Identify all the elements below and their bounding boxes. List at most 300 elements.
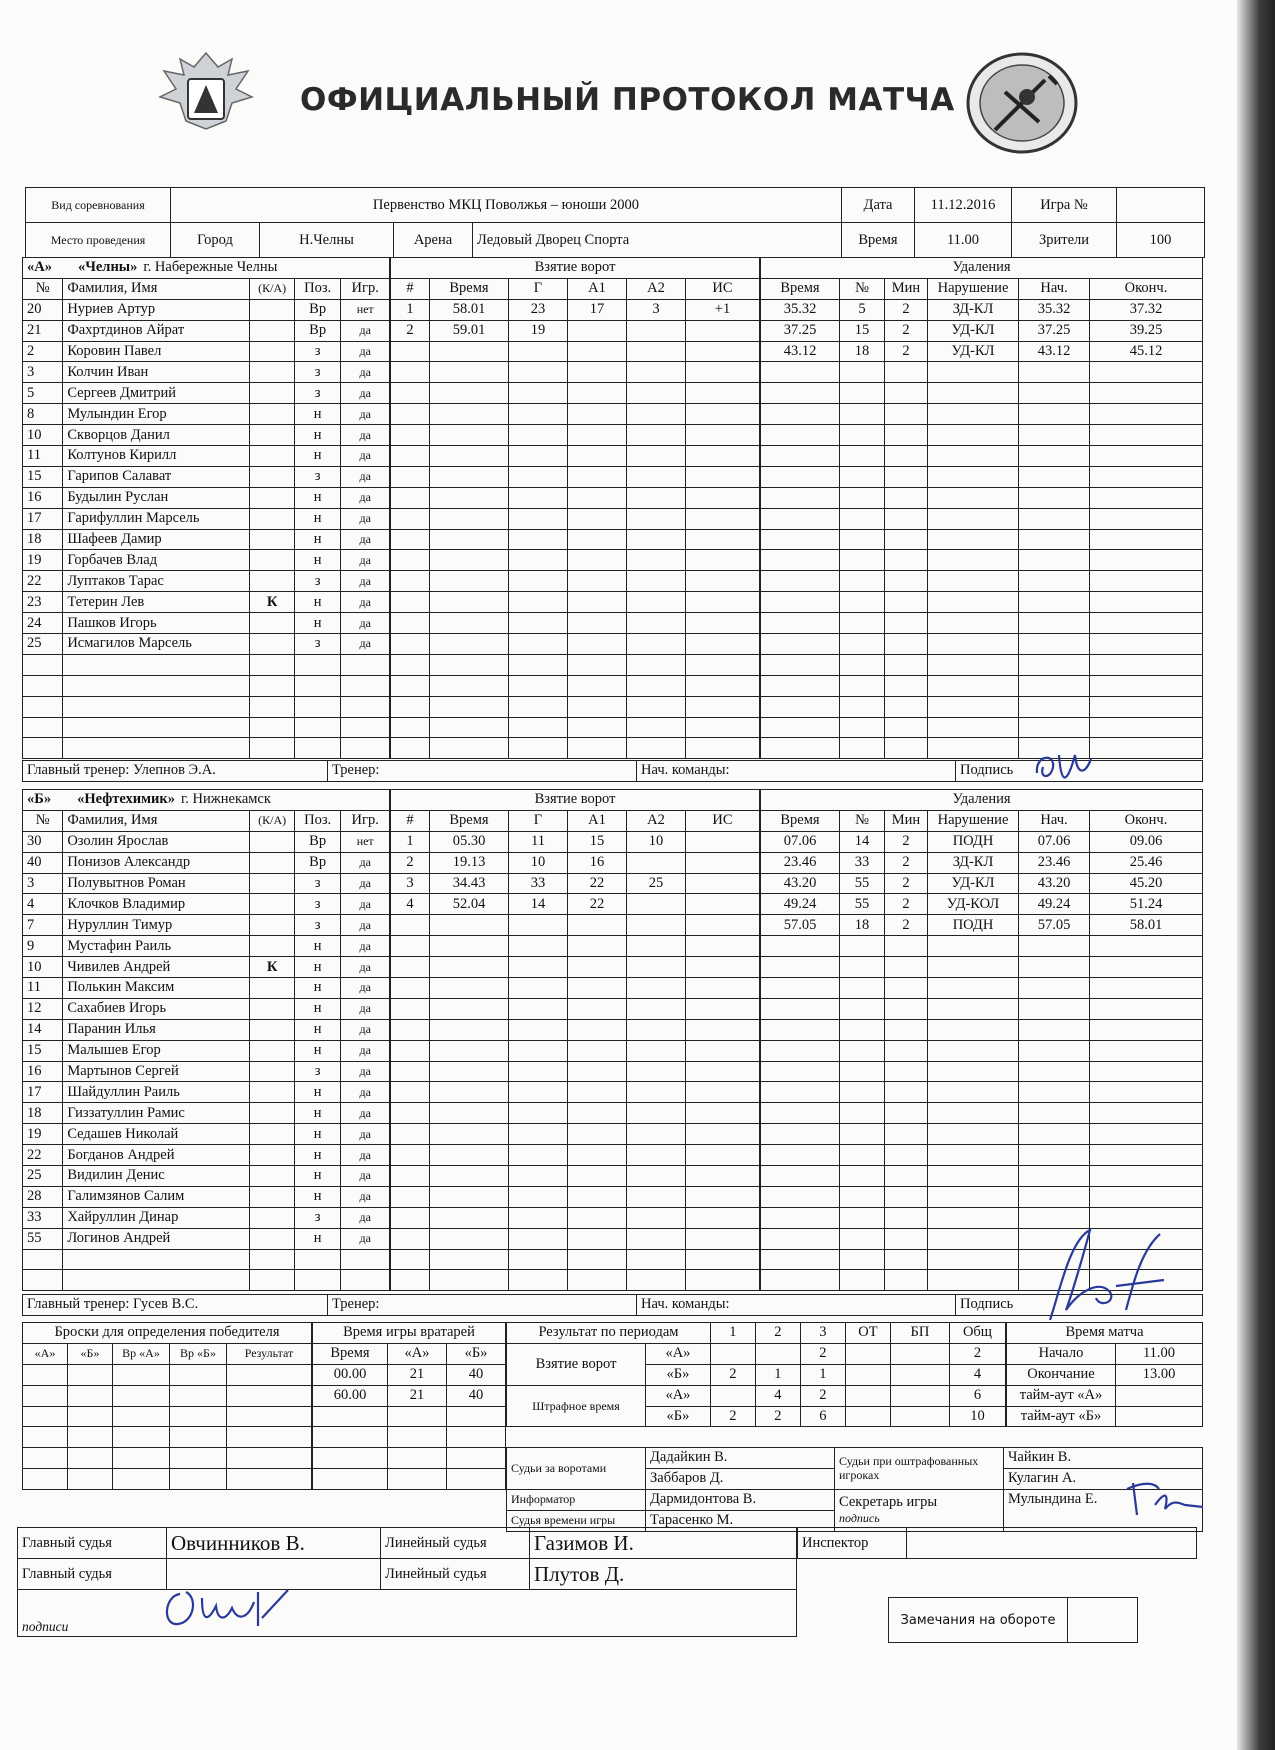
penalties-cell: 55 (840, 873, 885, 894)
team-b-tag: «Б» (646, 1406, 711, 1427)
empty-cell (686, 696, 760, 717)
goals-cell: 19.13 (430, 852, 509, 873)
empty-cell (1019, 425, 1090, 446)
team_b-player-row (23, 1270, 390, 1291)
secretary-signature (1125, 1475, 1205, 1520)
empty-cell (430, 446, 509, 467)
player-fullname: Сергеев Дмитрий (63, 383, 250, 404)
empty-cell (928, 550, 1019, 571)
empty-cell (840, 1186, 885, 1207)
empty-cell (391, 738, 430, 759)
empty-cell (928, 1186, 1019, 1207)
empty-cell (341, 696, 390, 717)
goals-cell (568, 320, 627, 341)
empty-cell (568, 1019, 627, 1040)
player-captain (250, 1061, 294, 1082)
player-captain (250, 1040, 294, 1061)
pim-b-total: 10 (949, 1406, 1005, 1427)
empty-cell (568, 915, 627, 936)
pim-a-p1 (710, 1385, 755, 1406)
team_a-goals-row (391, 425, 760, 446)
empty-cell (568, 1207, 627, 1228)
player-fullname: Коровин Павел (63, 341, 250, 362)
penalties-cell: 2 (885, 852, 928, 873)
empty-cell (509, 1040, 568, 1061)
goals-b-p1: 2 (710, 1364, 755, 1385)
penalties-cell: 2 (885, 915, 928, 936)
player-position: н (294, 404, 341, 425)
empty-cell (250, 717, 294, 738)
player-captain (250, 936, 294, 957)
pim-by-period-label: Штрафное время (507, 1385, 646, 1427)
empty-cell (1090, 446, 1203, 467)
team_b-player-row (23, 852, 390, 873)
empty-cell (430, 1207, 509, 1228)
team_b-penalties-col-5: Оконч. (1090, 810, 1203, 831)
federation-emblem-icon (150, 45, 262, 135)
empty-cell (568, 1082, 627, 1103)
team_b-player-row (23, 936, 390, 957)
goals-cell: 22 (568, 894, 627, 915)
empty-cell (391, 571, 430, 592)
goals-cell (686, 852, 760, 873)
team_a-goals-col-4: А2 (627, 278, 686, 299)
team_b-penalties-row (761, 1124, 1203, 1145)
empty-cell (23, 1249, 63, 1270)
player-played: да (341, 998, 390, 1019)
empty-cell (840, 446, 885, 467)
empty-cell (928, 1124, 1019, 1145)
goalie-time-value: 60.00 (313, 1385, 388, 1406)
player-position: н (294, 508, 341, 529)
empty-cell (885, 936, 928, 957)
team_a-goals-row (391, 508, 760, 529)
empty-cell (1019, 1166, 1090, 1187)
player-captain: К (250, 592, 294, 613)
empty-cell (840, 613, 885, 634)
penalties-cell: 37.25 (1019, 320, 1090, 341)
player-fullname: Луптаков Тарас (63, 571, 250, 592)
empty-cell (294, 717, 341, 738)
empty-cell (761, 1061, 840, 1082)
player-captain (250, 1019, 294, 1040)
empty-cell (885, 1082, 928, 1103)
penalties-cell: 39.25 (1090, 320, 1203, 341)
empty-cell (568, 550, 627, 571)
pim-a-ot (845, 1385, 890, 1406)
team_b-goals-row (391, 1061, 760, 1082)
empty-cell (885, 1124, 928, 1145)
empty-cell (391, 1228, 430, 1249)
empty-cell (885, 1186, 928, 1207)
empty-cell (509, 571, 568, 592)
player-number: 40 (23, 852, 63, 873)
team_b-player-row (23, 1061, 390, 1082)
player-number: 28 (23, 1186, 63, 1207)
team_b-goals-row (391, 831, 760, 852)
empty-cell (430, 1186, 509, 1207)
player-captain (250, 341, 294, 362)
empty-cell (1019, 1124, 1090, 1145)
empty-cell (568, 487, 627, 508)
start-time-label: Время (842, 223, 915, 258)
empty-cell (1090, 1061, 1203, 1082)
player-fullname: Колчин Иван (63, 362, 250, 383)
empty-cell (568, 1270, 627, 1291)
empty-cell (761, 1186, 840, 1207)
empty-cell (430, 654, 509, 675)
team_a-penalties-row (761, 320, 1203, 341)
empty-cell (430, 1040, 509, 1061)
team_b-goals-col-5: ИС (686, 810, 760, 831)
empty-cell (509, 466, 568, 487)
empty-cell (885, 1019, 928, 1040)
referee-1-name: Овчинников В. (167, 1528, 381, 1559)
player-position: з (294, 1207, 341, 1228)
player-number: 30 (23, 831, 63, 852)
team_a-goals-row (391, 675, 760, 696)
empty-cell (885, 1145, 928, 1166)
pim-a-total: 6 (949, 1385, 1005, 1406)
player-position: н (294, 1019, 341, 1040)
goals-by-period-label: Взятие ворот (507, 1343, 646, 1385)
empty-cell (686, 957, 760, 978)
empty-cell (568, 1228, 627, 1249)
player-fullname: Фахртдинов Айрат (63, 320, 250, 341)
team_a-penalties-row (761, 696, 1203, 717)
empty-cell (761, 1228, 840, 1249)
player-fullname: Нуриев Артур (63, 299, 250, 320)
player-number: 33 (23, 1207, 63, 1228)
empty-cell (840, 717, 885, 738)
empty-cell (627, 654, 686, 675)
goalie-time-title: Время игры вратарей (313, 1323, 506, 1344)
player-captain (250, 998, 294, 1019)
empty-cell (885, 362, 928, 383)
player-position: н (294, 1082, 341, 1103)
player-position: н (294, 425, 341, 446)
team_b-player-row (23, 1207, 390, 1228)
empty-cell (1019, 1145, 1090, 1166)
empty-cell (928, 696, 1019, 717)
empty-cell (391, 675, 430, 696)
empty-cell (568, 466, 627, 487)
empty-cell (23, 654, 63, 675)
empty-cell (509, 1166, 568, 1187)
empty-cell (627, 1228, 686, 1249)
player-number: 16 (23, 487, 63, 508)
empty-cell (928, 425, 1019, 446)
shootout-col-gk-a: Вр «А» (113, 1343, 170, 1364)
player-position: н (294, 446, 341, 467)
player-captain (250, 466, 294, 487)
empty-cell (1090, 936, 1203, 957)
empty-cell (1019, 1082, 1090, 1103)
overtime-header: ОТ (845, 1323, 890, 1344)
empty-cell (686, 1228, 760, 1249)
team_a-player-row (23, 738, 390, 759)
empty-cell (509, 675, 568, 696)
empty-cell (627, 936, 686, 957)
player-fullname: Чивилев Андрей (63, 957, 250, 978)
empty-cell (885, 487, 928, 508)
empty-cell (430, 362, 509, 383)
player-fullname: Клочков Владимир (63, 894, 250, 915)
empty-cell (250, 1249, 294, 1270)
empty-cell (1090, 696, 1203, 717)
empty-cell (928, 446, 1019, 467)
player-played: да (341, 320, 390, 341)
empty-cell (885, 1103, 928, 1124)
player-number: 18 (23, 529, 63, 550)
penalties-cell: 09.06 (1090, 831, 1203, 852)
empty-cell (885, 1040, 928, 1061)
empty-cell (761, 1166, 840, 1187)
empty-cell (509, 487, 568, 508)
empty-cell (1090, 1082, 1203, 1103)
team-a-sign-label: Подпись (956, 761, 1203, 782)
player-captain (250, 1207, 294, 1228)
player-position: з (294, 466, 341, 487)
player-number: 5 (23, 383, 63, 404)
empty-cell (686, 738, 760, 759)
team-a-roster (22, 257, 390, 759)
team_b-goals-row (391, 936, 760, 957)
empty-cell (509, 738, 568, 759)
empty-cell (686, 1103, 760, 1124)
player-captain (250, 487, 294, 508)
empty-cell (686, 1019, 760, 1040)
date-value: 11.12.2016 (915, 188, 1012, 223)
empty-cell (627, 1270, 686, 1291)
empty-cell (509, 998, 568, 1019)
shootout-col-a: «А» (23, 1343, 68, 1364)
empty-cell (761, 936, 840, 957)
empty-cell (840, 487, 885, 508)
empty-cell (761, 508, 840, 529)
team_b-name: «Нефтехимик» (77, 791, 175, 808)
empty-cell (23, 1270, 63, 1291)
player-position: н (294, 998, 341, 1019)
team-b-tag: «Б» (646, 1364, 711, 1385)
empty-cell (686, 915, 760, 936)
goalie-time-value: 00.00 (313, 1364, 388, 1385)
empty-cell (761, 1082, 840, 1103)
scan-edge (1237, 0, 1275, 1750)
empty-cell (885, 1228, 928, 1249)
linesman-1-label: Линейный судья (381, 1528, 530, 1559)
player-fullname: Шафеев Дамир (63, 529, 250, 550)
empty-cell (391, 1166, 430, 1187)
team_b-player-row (23, 1040, 390, 1061)
team_b-penalties-row (761, 915, 1203, 936)
referee-signature (158, 1578, 298, 1633)
empty-cell (430, 957, 509, 978)
team_a-player-row (23, 299, 390, 320)
player-fullname: Будылин Руслан (63, 487, 250, 508)
team_b-player-row (23, 998, 390, 1019)
team_b-player-row (23, 1103, 390, 1124)
team_a-goals-row (391, 738, 760, 759)
empty-cell (1090, 550, 1203, 571)
empty-cell (568, 738, 627, 759)
empty-cell (391, 1186, 430, 1207)
player-played: да (341, 425, 390, 446)
player-played: да (341, 446, 390, 467)
empty-cell (686, 1145, 760, 1166)
empty-cell (928, 383, 1019, 404)
player-played: да (341, 957, 390, 978)
goalie-b-number: 40 (447, 1364, 506, 1385)
team_a-goals-col-0: # (391, 278, 430, 299)
team_b-penalties-row (761, 1082, 1203, 1103)
team_b-goals-row (391, 1082, 760, 1103)
empty-cell (928, 998, 1019, 1019)
penalties-cell: 37.32 (1090, 299, 1203, 320)
empty-cell (1090, 654, 1203, 675)
empty-cell (509, 613, 568, 634)
empty-cell (568, 425, 627, 446)
empty-cell (928, 613, 1019, 634)
team_b-col-name: Фамилия, Имя (63, 810, 250, 831)
empty-cell (840, 1019, 885, 1040)
penalties-cell: ЗД-КЛ (928, 852, 1019, 873)
player-number: 8 (23, 404, 63, 425)
team_a-player-row (23, 550, 390, 571)
empty-cell (568, 404, 627, 425)
team_b-goals-title: Взятие ворот (391, 790, 760, 811)
empty-cell (391, 550, 430, 571)
empty-cell (1019, 978, 1090, 999)
penalties-cell: УД-КЛ (928, 873, 1019, 894)
team_b-goals-row (391, 894, 760, 915)
team_a-col-played: Игр. (341, 278, 390, 299)
team_a-goals-title: Взятие ворот (391, 258, 760, 279)
goals-cell: 58.01 (430, 299, 509, 320)
empty-cell (391, 1207, 430, 1228)
empty-cell (928, 1103, 1019, 1124)
player-played: да (341, 1103, 390, 1124)
player-captain (250, 894, 294, 915)
player-position: н (294, 487, 341, 508)
empty-cell (840, 978, 885, 999)
empty-cell (627, 571, 686, 592)
empty-cell (840, 383, 885, 404)
penalties-cell: ЗД-КЛ (928, 299, 1019, 320)
goals-a-p1 (710, 1343, 755, 1364)
player-played: да (341, 1145, 390, 1166)
empty-cell (1090, 1145, 1203, 1166)
date-label: Дата (842, 188, 915, 223)
team_a-penalties-row (761, 404, 1203, 425)
penalties-cell: 43.20 (761, 873, 840, 894)
player-played: нет (341, 831, 390, 852)
goals-cell (686, 320, 760, 341)
empty-cell (430, 1228, 509, 1249)
player-captain (250, 1228, 294, 1249)
empty-cell (391, 1103, 430, 1124)
empty-cell (885, 508, 928, 529)
team_b-penalties-row (761, 831, 1203, 852)
empty-cell (1090, 613, 1203, 634)
team_b-col-played: Игр. (341, 810, 390, 831)
penalties-cell: 57.05 (761, 915, 840, 936)
empty-cell (1090, 1040, 1203, 1061)
penalties-cell: 18 (840, 341, 885, 362)
player-number: 12 (23, 998, 63, 1019)
player-position: н (294, 1186, 341, 1207)
empty-cell (430, 1145, 509, 1166)
goalie-b-number: 40 (447, 1385, 506, 1406)
team_a-goals-row (391, 696, 760, 717)
empty-cell (840, 1040, 885, 1061)
goals-b-p3: 1 (800, 1364, 845, 1385)
player-position: н (294, 1228, 341, 1249)
team_b-player-row (23, 831, 390, 852)
team_a-penalties-col-4: Нач. (1019, 278, 1090, 299)
player-fullname: Галимзянов Салим (63, 1186, 250, 1207)
player-played: да (341, 634, 390, 655)
team_a-goals-row (391, 613, 760, 634)
empty-cell (686, 425, 760, 446)
document-title: ОФИЦИАЛЬНЫЙ ПРОТОКОЛ МАТЧА (300, 82, 955, 118)
empty-cell (1019, 529, 1090, 550)
empty-cell (568, 383, 627, 404)
player-played: да (341, 341, 390, 362)
empty-cell (1090, 1186, 1203, 1207)
team_a-col-name: Фамилия, Имя (63, 278, 250, 299)
team_b-goals-row (391, 1166, 760, 1187)
empty-cell (509, 404, 568, 425)
team-b-coach-label: Тренер: (328, 1295, 637, 1316)
empty-cell (761, 613, 840, 634)
team_a-goals-row (391, 341, 760, 362)
empty-cell (1019, 362, 1090, 383)
player-fullname: Тетерин Лев (63, 592, 250, 613)
empty-cell (430, 1082, 509, 1103)
team_a-penalties-row (761, 487, 1203, 508)
signatures-label: подписи (18, 1590, 797, 1637)
penalties-cell: 18 (840, 915, 885, 936)
empty-cell (509, 1103, 568, 1124)
empty-cell (250, 675, 294, 696)
empty-cell (568, 696, 627, 717)
team_b-goals-row (391, 1228, 760, 1249)
team_b-goals-row (391, 1186, 760, 1207)
team_a-penalties-row (761, 466, 1203, 487)
empty-cell (885, 466, 928, 487)
player-number: 20 (23, 299, 63, 320)
team_a-player-row (23, 571, 390, 592)
empty-cell (63, 717, 250, 738)
empty-cell (885, 738, 928, 759)
game-number-label: Игра № (1012, 188, 1117, 223)
player-fullname: Озолин Ярослав (63, 831, 250, 852)
team_b-penalties-col-2: Мин (885, 810, 928, 831)
empty-cell (568, 1249, 627, 1270)
team-b-penalties (760, 789, 1203, 1291)
team-a-tag: «А» (646, 1385, 711, 1406)
player-fullname: Гарифуллин Марсель (63, 508, 250, 529)
team_a-penalties-col-0: Время (761, 278, 840, 299)
player-position: Вр (294, 299, 341, 320)
empty-cell (430, 1019, 509, 1040)
empty-cell (1090, 592, 1203, 613)
empty-cell (761, 717, 840, 738)
team_a-player-row (23, 383, 390, 404)
empty-cell (391, 404, 430, 425)
match-end-value: 13.00 (1116, 1364, 1203, 1385)
